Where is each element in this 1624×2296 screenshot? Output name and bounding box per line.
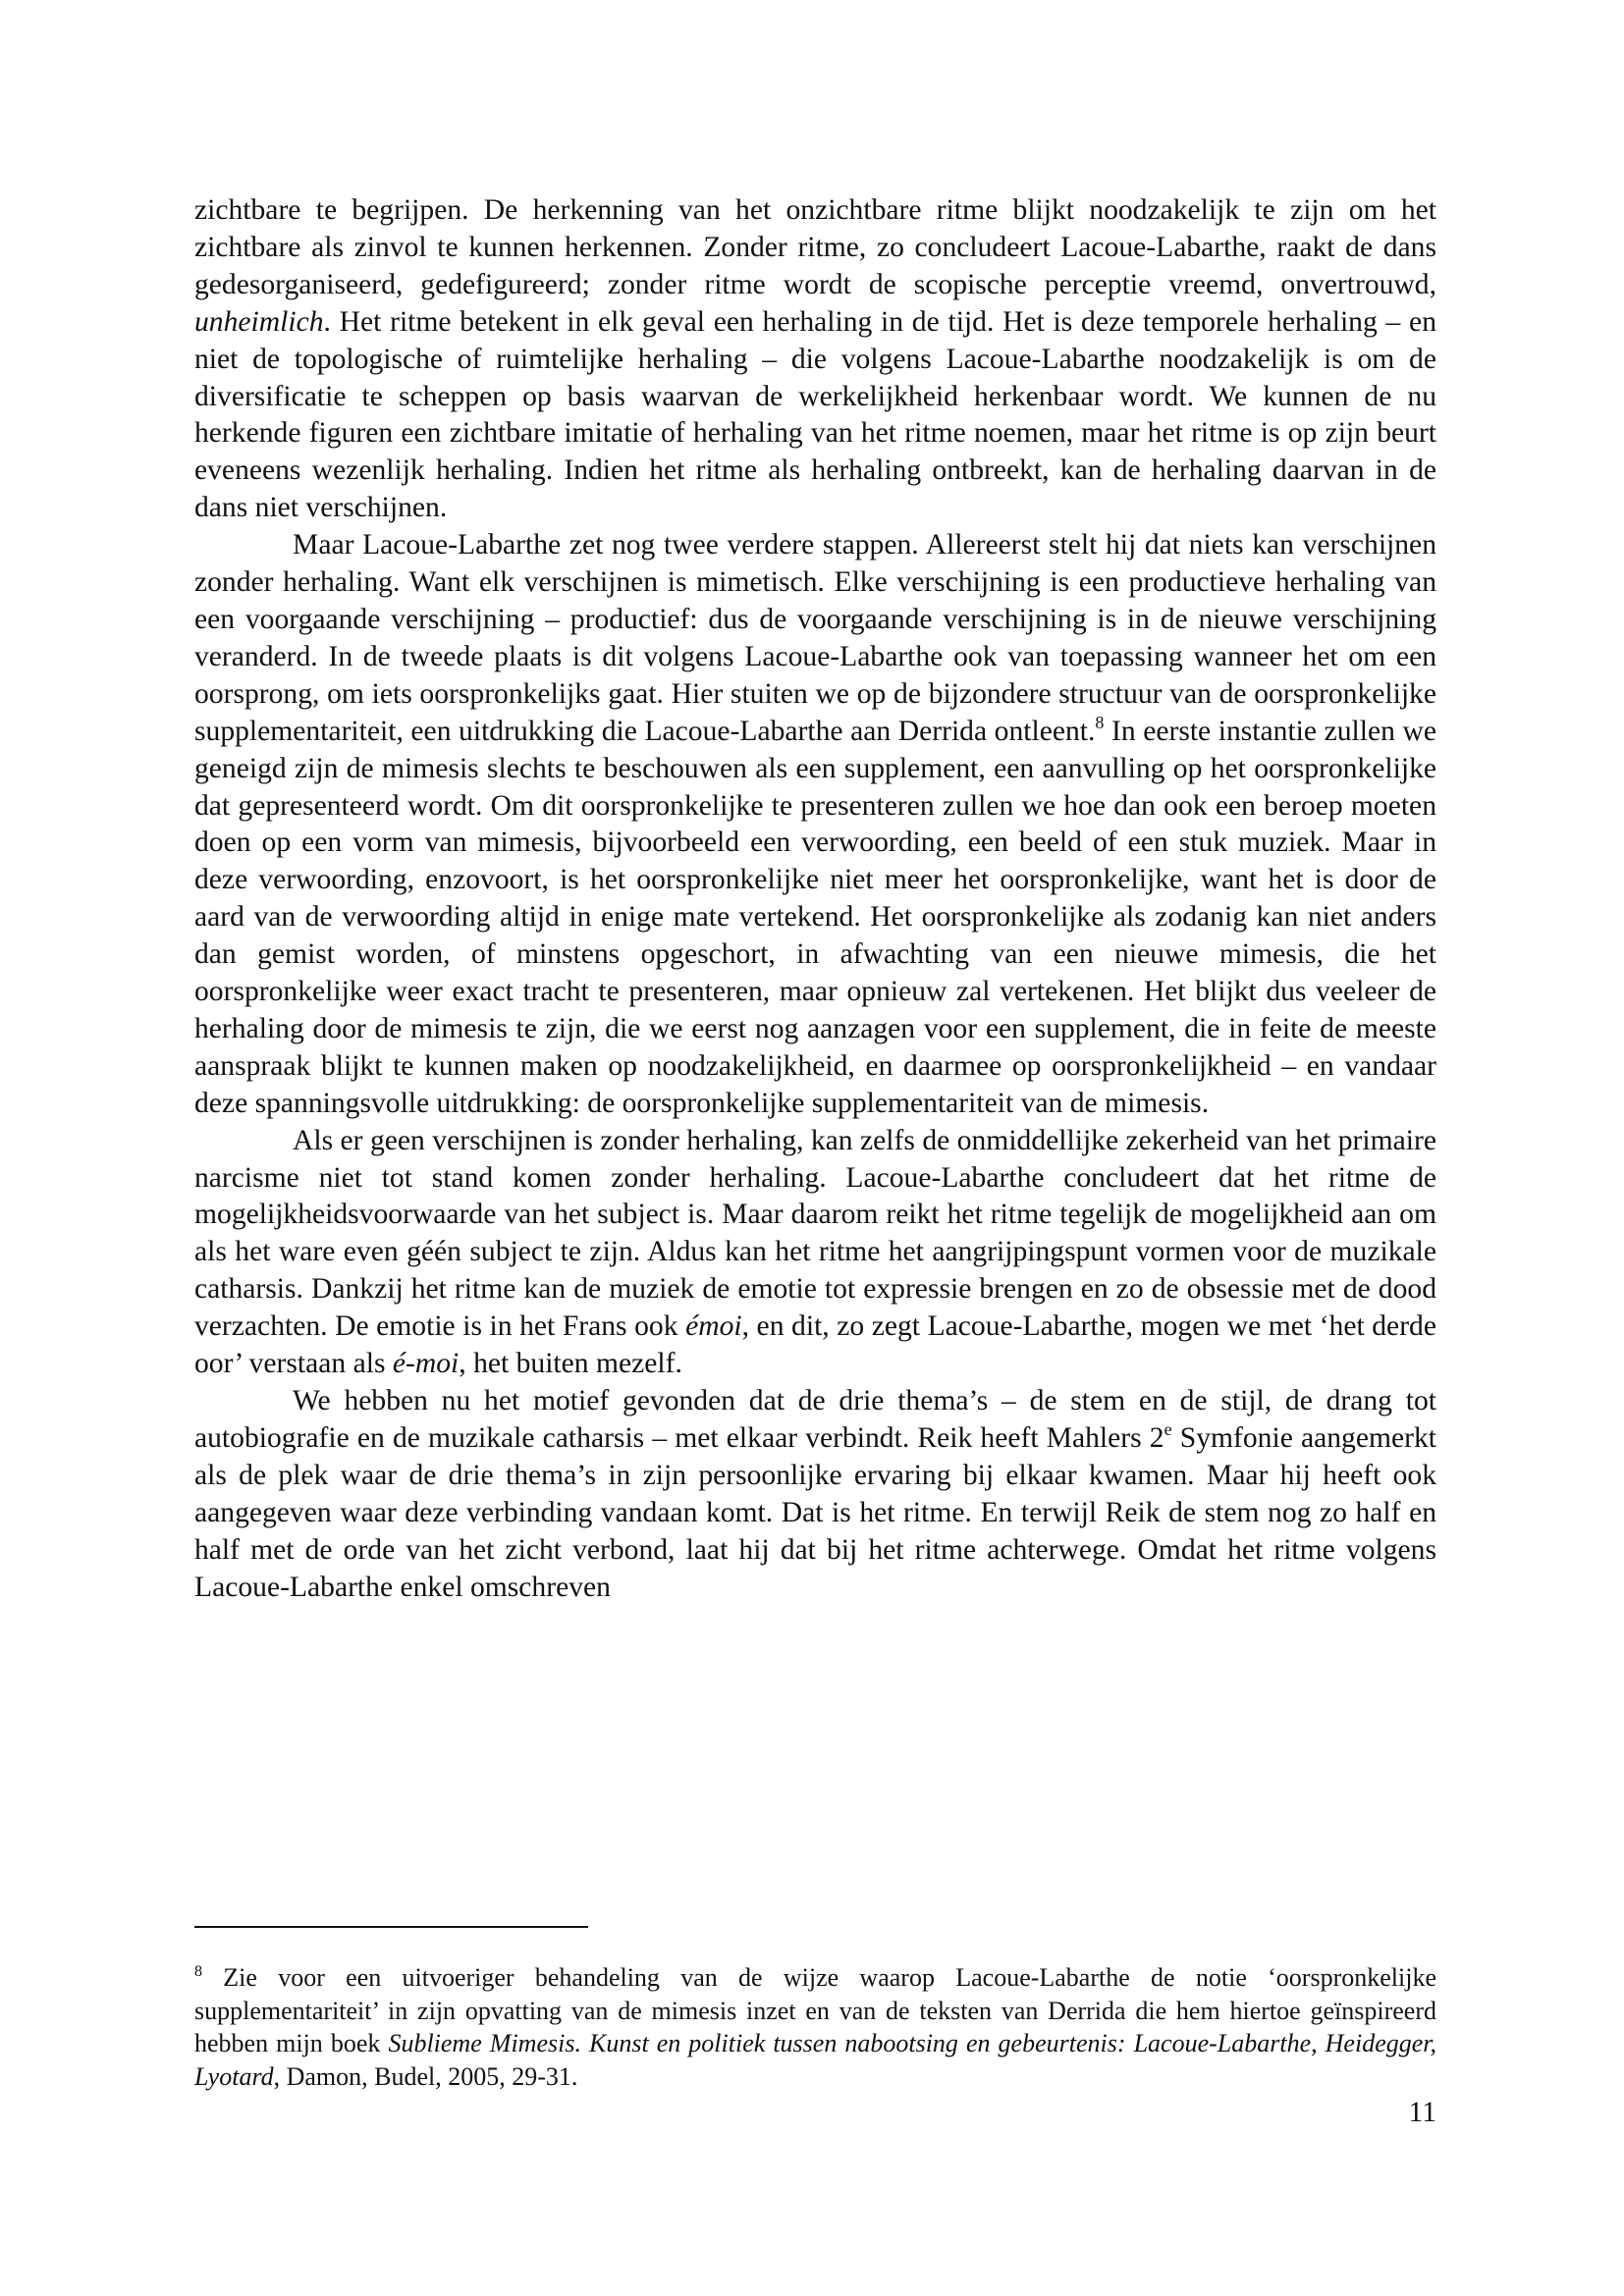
text-run: Als er geen verschijnen is zonder herhaling, kan zelfs de onmiddellijke zekerheid van het primaire narcisme niet tot stand komen zonder herhaling. Lacoue-Labarthe concludeert dat het ritme de mogelijkheidsvoorwaarde van het subject is. Maar daarom reikt het ritme tegelijk de mogelijkheid aan om als het ware even géén subject te zijn. Aldus kan het ritme het aangrijpingspunt vormen voor de muzikale catharsis. Dankzij het ritme kan de muziek de emotie tot expressie brengen en zo de obsessie met de dood verzachten. De emotie is in het Frans ook [194,1124,1436,1343]
text-run: zichtbare te begrijpen. De herkenning van het onzichtbare ritme blijkt noodzakelijk te zijn om het zichtbare als zinvol te kunnen herkennen. Zonder ritme, zo concludeert Lacoue-Labarthe, raakt de dans gedesorganiseerd, gedefigureerd; zonder ritme wordt de scopische perceptie vreemd, onvertrouwd, [194,194,1436,300]
ordinal-superscript: e [1164,1418,1172,1439]
footnote-marker: 8 [194,1963,202,1980]
text-run: Maar Lacoue-Labarthe zet nog twee verdere stappen. Allereerst stelt hij dat niets kan verschijnen zonder herhaling. Want elk verschijnen is mimetisch. Elke verschijning is een productieve herhaling van een voorgaande verschijning – productief: dus de voorgaande verschijning is in de nieuwe verschijning veranderd. In de tweede plaats is dit volgens Lacoue-Labarthe ook van toepassing wanneer het om een oorsprong, om iets oorspronkelijks gaat. Hier stuiten we op de bijzondere structuur van de oorspronkelijke supplementariteit, een uitdrukking die Lacoue-Labarthe aan Derrida ontleent. [194,529,1436,747]
footnote-separator [194,1926,588,1928]
italic-term-unheimlich: unheimlich [194,305,324,338]
text-run: . Het ritme betekent in elk geval een herhaling in de tijd. Het is deze temporele herhaling – en niet de topologische of ruimtelijke herhaling – die volgens Lacoue-Labarthe noodzakelijk is om de diversificatie te scheppen op basis waarvan de werkelijkheid herkenbaar wordt. We kunnen de nu herkende figuren een zichtbare imitatie of herhaling van het ritme noemen, maar het ritme is op zijn beurt eveneens wezenlijk herhaling. Indien het ritme als herhaling ontbreekt, kan de herhaling daarvan in de dans niet verschijnen. [194,305,1436,524]
paragraph-2 [194,527,1436,1123]
body-text [194,192,1436,1606]
text-run: , Damon, Budel, 2005, 29-31. [273,2061,578,2091]
text-run: , het buiten mezelf. [459,1348,682,1380]
paragraph-1 [194,192,1436,527]
text-run: In eerste instantie zullen we geneigd zijn de mimesis slechts te beschouwen als een supplement, een aanvulling op het oorspronkelijke dat gepresenteerd wordt. Om dit oorspronkelijke te presenteren zullen we hoe dan ook een beroep moeten doen op een vorm van mimesis, bijvoorbeeld een verwoording, een beeld of een stuk muziek. Maar in deze verwoording, enzovoort, is het oorspronkelijke niet meer het oorspronkelijke, want het is door de aard van de verwoording altijd in enige mate vertekend. Het oorspronkelijke als zodanig kan niet anders dan gemist worden, of minstens opgeschort, in afwachting van een nieuwe mimesis, die het oorspronkelijke weer exact tracht te presenteren, maar opnieuw zal vertekenen. Het blijkt dus veeleer de herhaling door de mimesis te zijn, die we eerst nog aanzagen voor een supplement, die in feite de meeste aanspraak blijkt te kunnen maken op noodzakelijkheid, en daarmee op oorspronkelijkheid – en vandaar deze spanningsvolle uitdrukking: de oorspronkelijke supplementariteit van de mimesis. [194,715,1436,1119]
text-run: Zie voor een uitvoeriger behandeling van de wijze waarop Lacoue-Labarthe de notie ‘oorspronkelijke supplementariteit’ in zijn opvatting van de mimesis inzet en van de teksten van Derrida die hem hiertoe geïnspireerd hebben mijn boek [194,1963,1436,2058]
footnote-reference-8[interactable]: 8 [1095,712,1105,732]
page-number: 11 [1408,2097,1436,2128]
italic-term-e-moi: é-moi [392,1348,460,1380]
footnote-8 [194,1961,1436,2093]
text-run: , en dit, zo zegt Lacoue-Labarthe, mogen we met ‘het derde oor’ verstaan als [194,1310,1436,1380]
italic-term-emoi: émoi [685,1310,742,1343]
text-run: We hebben nu het motief gevonden dat de drie thema’s – de stem en de stijl, de drang tot autobiografie en de muzikale catharsis – met elkaar verbindt. Reik heeft Mahlers 2 [194,1385,1436,1454]
paragraph-3 [194,1123,1436,1383]
book-title: Sublieme Mimesis. Kunst en politiek tussen nabootsing en gebeurtenis: Lacoue-Labarthe, Heidegger, Lyotard [194,2029,1437,2091]
paragraph-4 [194,1383,1436,1606]
text-run: Symfonie aangemerkt als de plek waar de drie thema’s in zijn persoonlijke ervaring bij elkaar kwamen. Maar hij heeft ook aangegeven waar deze verbinding vandaan komt. Dat is het ritme. En terwijl Reik de stem nog zo half en half met de orde van het zicht verbond, laat hij dat bij het ritme achterwege. Omdat het ritme volgens Lacoue-Labarthe enkel omschreven [194,1421,1436,1603]
